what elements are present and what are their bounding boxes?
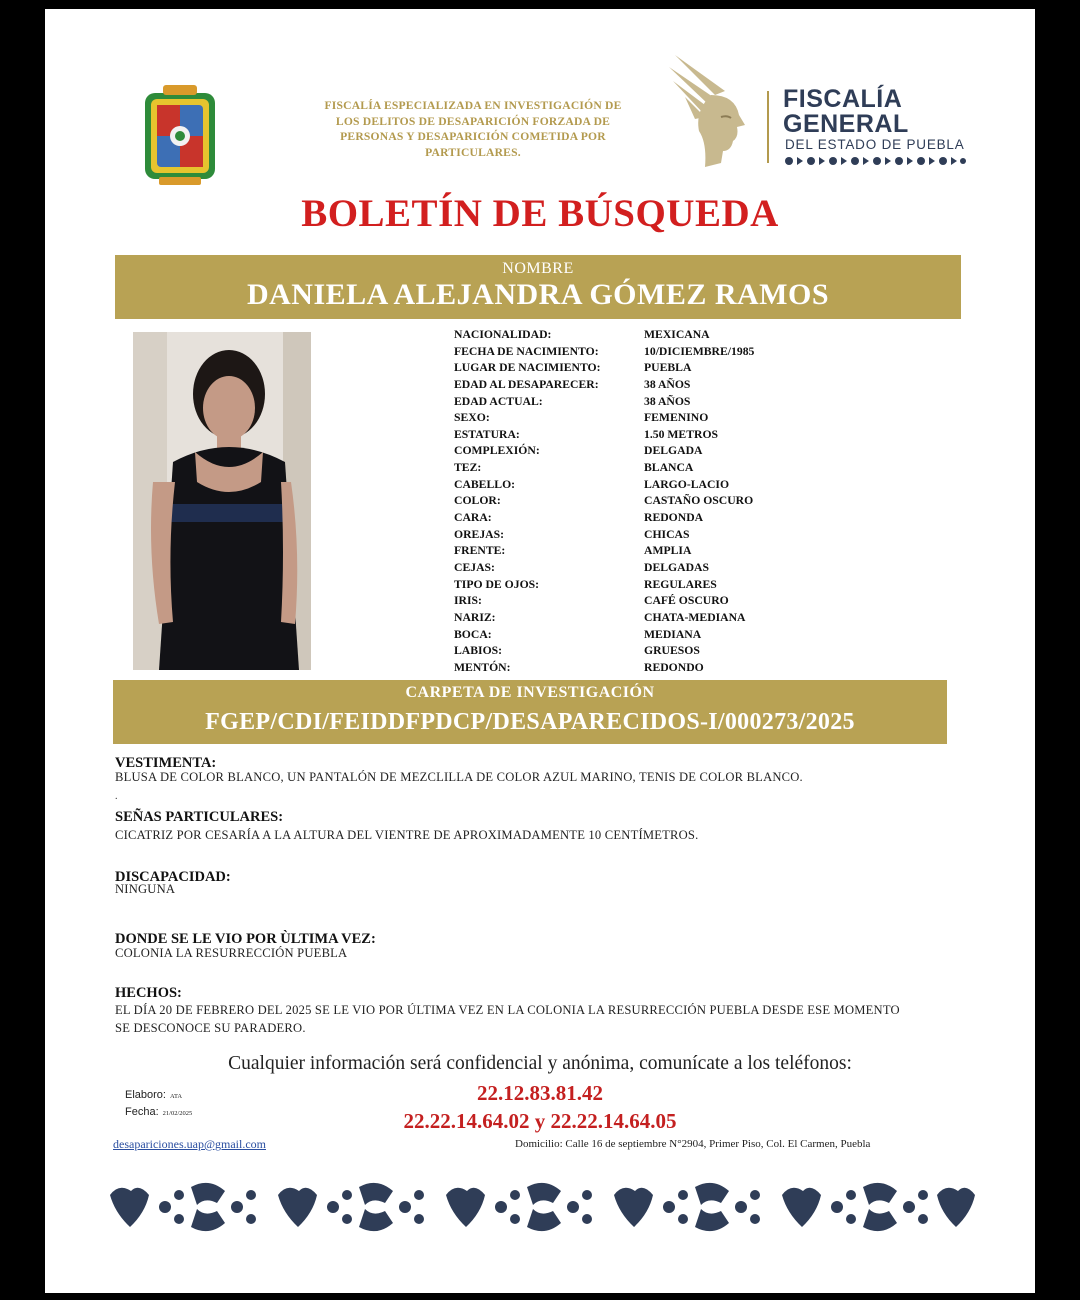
detail-label: EDAD AL DESAPARECER: xyxy=(454,377,599,391)
stray-dot: . xyxy=(115,791,118,802)
detail-label: FRENTE: xyxy=(454,544,506,558)
bulletin-title: BOLETÍN DE BÚSQUEDA xyxy=(301,192,779,235)
detail-value: REGULARES xyxy=(644,577,717,591)
detail-value: 1.50 METROS xyxy=(644,427,719,441)
case-file-banner xyxy=(113,680,947,744)
detail-row xyxy=(454,427,874,444)
detail-value: 10/DICIEMBRE/1985 xyxy=(644,344,755,358)
talavera-border-icon xyxy=(105,1173,975,1237)
detail-row xyxy=(454,344,874,361)
detail-value: AMPLIA xyxy=(644,544,692,558)
detail-label: TIPO DE OJOS: xyxy=(454,577,540,591)
agency-name xyxy=(307,98,639,160)
agency-line: PERSONAS Y DESAPARICIÓN COMETIDA POR xyxy=(340,130,606,144)
fiscalia-profile-logo-icon xyxy=(665,51,755,169)
case-file-number: FGEP/CDI/FEIDDFPDCP/DESAPARECIDOS-I/000273/2025 xyxy=(205,709,855,735)
person-name: DANIELA ALEJANDRA GÓMEZ RAMOS xyxy=(246,278,830,311)
detail-row xyxy=(454,627,874,644)
agency-line: FISCALÍA ESPECIALIZADA EN INVESTIGACIÓN DE xyxy=(324,99,622,112)
detail-label: FECHA DE NACIMIENTO: xyxy=(454,344,599,358)
detail-label: CABELLO: xyxy=(454,477,516,491)
facts-heading: HECHOS: xyxy=(115,985,182,1001)
detail-row xyxy=(454,410,874,427)
issue-date-value: 21/02/2025 xyxy=(162,1110,193,1117)
fge-subtitle: DEL ESTADO DE PUEBLA xyxy=(785,137,965,152)
detail-value: REDONDA xyxy=(644,511,704,525)
disability-text: NINGUNA xyxy=(115,882,176,896)
name-label: NOMBRE xyxy=(502,260,574,277)
agency-line: PARTICULARES. xyxy=(425,145,521,159)
detail-row xyxy=(454,593,874,610)
detail-label: SEXO: xyxy=(454,411,490,425)
detail-value: MEXICANA xyxy=(644,328,710,341)
detail-value: GRUESOS xyxy=(644,644,700,658)
prepared-by xyxy=(125,1089,182,1101)
detail-row xyxy=(454,577,874,594)
bulletin-page xyxy=(45,9,1035,1293)
detail-value: 38 AÑOS xyxy=(644,377,691,391)
case-file-label: CARPETA DE INVESTIGACIÓN xyxy=(405,684,655,701)
detail-label: MENTÓN: xyxy=(454,660,511,674)
detail-value: CASTAÑO OSCURO xyxy=(644,494,754,508)
detail-label: EDAD ACTUAL: xyxy=(454,394,543,408)
detail-label: IRIS: xyxy=(454,594,482,608)
issue-date xyxy=(125,1106,192,1118)
detail-value: BLANCA xyxy=(644,461,694,475)
detail-row xyxy=(454,377,874,394)
phone-numbers-secondary[interactable]: 22.22.14.64.02 y 22.22.14.64.05 xyxy=(403,1109,677,1133)
detail-label: TEZ: xyxy=(454,461,482,475)
detail-row xyxy=(454,527,874,544)
prepared-by-value: ATA xyxy=(169,1093,183,1100)
detail-value: CHATA-MEDIANA xyxy=(644,610,746,624)
physical-details-list xyxy=(454,327,874,676)
detail-label: NARIZ: xyxy=(454,610,496,624)
detail-value: PUEBLA xyxy=(644,361,692,375)
detail-row xyxy=(454,327,874,344)
detail-row xyxy=(454,510,874,527)
contact-email-link[interactable]: desapariciones.uap@gmail.com xyxy=(113,1137,266,1151)
marks-text: CICATRIZ POR CESARÍA A LA ALTURA DEL VIENTRE DE APROXIMADAMENTE 10 CENTÍMETROS. xyxy=(115,828,699,842)
clothing-text: BLUSA DE COLOR BLANCO, UN PANTALÓN DE MEZCLILLA DE COLOR AZUL MARINO, TENIS DE COLOR BLANCO. xyxy=(115,770,803,784)
last-seen-heading: DONDE SE LE VIO POR ÙLTIMA VEZ: xyxy=(115,931,376,947)
talavera-strip-icon xyxy=(783,155,967,167)
detail-row xyxy=(454,643,874,660)
detail-row xyxy=(454,477,874,494)
fge-title-line1: FISCALÍA xyxy=(783,85,903,113)
detail-row xyxy=(454,493,874,510)
detail-label: BOCA: xyxy=(454,627,492,641)
phone-number-primary[interactable]: 22.12.83.81.42 xyxy=(477,1081,603,1105)
detail-row xyxy=(454,543,874,560)
puebla-coat-of-arms-icon xyxy=(139,83,221,187)
last-seen-text: COLONIA LA RESURRECCIÓN PUEBLA xyxy=(115,946,348,960)
detail-label: NACIONALIDAD: xyxy=(454,328,552,341)
detail-value: LARGO-LACIO xyxy=(644,477,730,491)
issue-date-label: Fecha: xyxy=(125,1106,159,1118)
detail-row xyxy=(454,610,874,627)
detail-row xyxy=(454,394,874,411)
detail-label: OREJAS: xyxy=(454,527,505,541)
confidential-notice: Cualquier información será confidencial y anónima, comunícate a los teléfonos: xyxy=(228,1053,852,1074)
detail-row xyxy=(454,460,874,477)
detail-value: REDONDO xyxy=(644,660,704,674)
detail-value: DELGADA xyxy=(644,444,703,458)
detail-row xyxy=(454,560,874,577)
agency-line: LOS DELITOS DE DESAPARICIÓN FORZADA DE xyxy=(335,114,611,128)
detail-row xyxy=(454,360,874,377)
detail-value: DELGADAS xyxy=(644,560,709,574)
detail-label: CEJAS: xyxy=(454,560,495,574)
detail-label: COLOR: xyxy=(454,494,501,508)
detail-value: FEMENINO xyxy=(644,411,709,425)
detail-row xyxy=(454,660,874,677)
detail-value: CAFÉ OSCURO xyxy=(644,594,729,608)
detail-label: CARA: xyxy=(454,511,492,525)
fge-title-line2: GENERAL xyxy=(783,110,909,138)
detail-label: COMPLEXIÓN: xyxy=(454,444,540,458)
detail-value: CHICAS xyxy=(644,527,690,541)
person-photo xyxy=(133,332,311,670)
office-address: Domicilio: Calle 16 de septiembre N°2904, Primer Piso, Col. El Carmen, Puebla xyxy=(515,1138,871,1150)
detail-value: MEDIANA xyxy=(644,627,702,641)
marks-heading: SEÑAS PARTICULARES: xyxy=(115,809,284,825)
detail-value: 38 AÑOS xyxy=(644,394,691,408)
name-banner xyxy=(115,255,961,319)
prepared-by-label: Elaboro: xyxy=(125,1089,166,1101)
clothing-heading: VESTIMENTA: xyxy=(115,755,217,771)
facts-text-line2: SE DESCONOCE SU PARADERO. xyxy=(115,1021,306,1035)
facts-text-line1: EL DÍA 20 DE FEBRERO DEL 2025 SE LE VIO POR ÚLTIMA VEZ EN LA COLONIA LA RESURRECCIÓN PUEBLA DESDE ESE MOMENTO xyxy=(115,1003,900,1017)
detail-row xyxy=(454,443,874,460)
detail-label: LABIOS: xyxy=(454,644,503,658)
logo-divider xyxy=(767,91,769,163)
detail-label: ESTATURA: xyxy=(454,427,520,441)
detail-label: LUGAR DE NACIMIENTO: xyxy=(454,361,601,375)
disability-heading: DISCAPACIDAD: xyxy=(115,869,231,885)
